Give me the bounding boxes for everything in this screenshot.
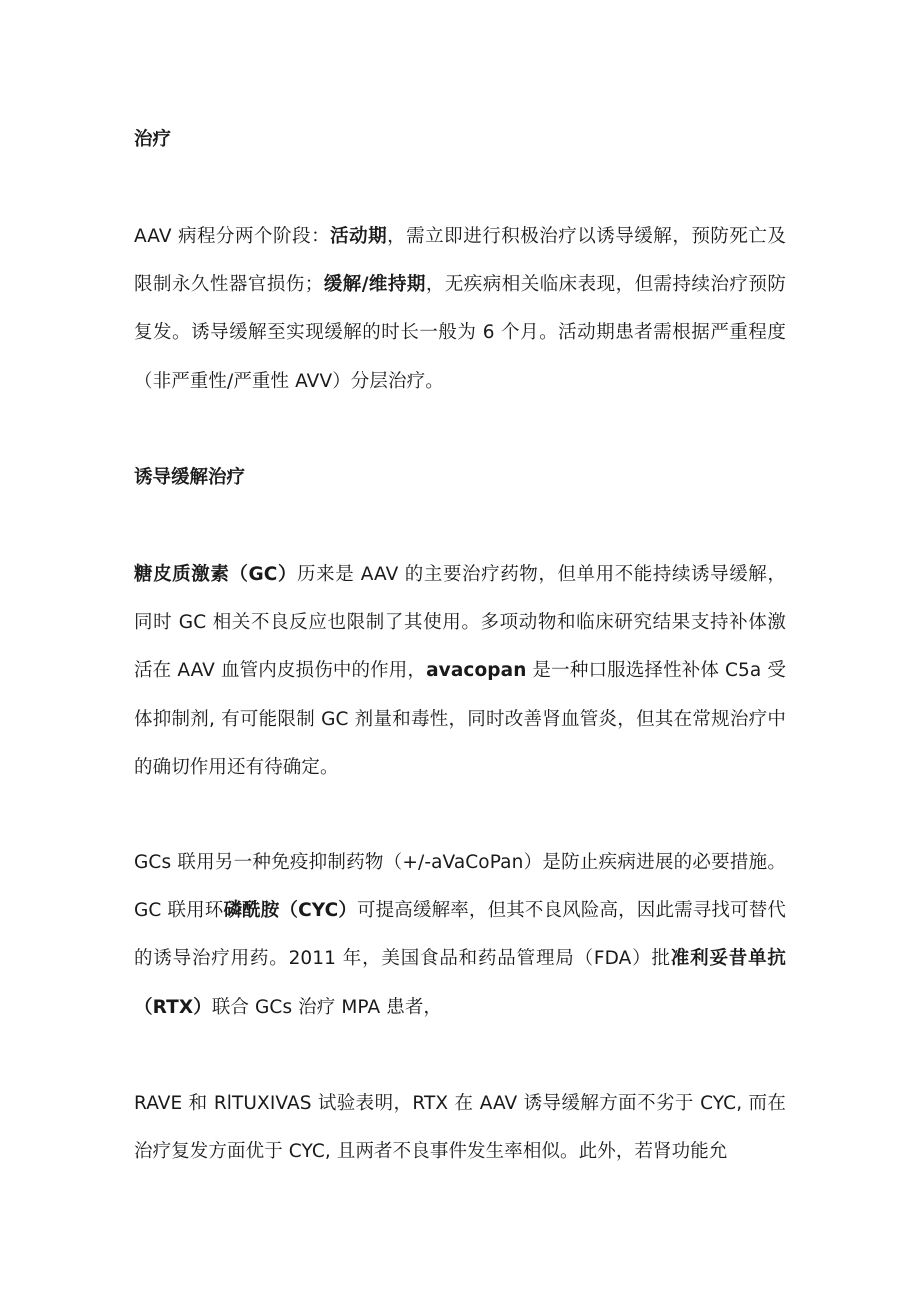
para2-bold-gc: 糖皮质激素（GC） <box>134 564 298 585</box>
paragraph-disease-phases <box>134 213 786 406</box>
para1-text-2: ，需立即进行积极治疗以诱导缓解，预防死亡及限制永久性器官损伤； <box>134 226 786 296</box>
para1-text-1: AAV 病程分两个阶段： <box>134 226 331 247</box>
para3-bold-rtx: 准利妥昔单抗（RTX） <box>134 948 786 1018</box>
para1-bold-remission-phase: 缓解/维持期 <box>323 274 426 296</box>
para2-text-1: 历来是 AAV 的主要治疗药物，但单用不能持续诱导缓解，同时 GC 相关不良反应也限制了其使用。多项动物和临床研究结果支持补体激活在 AAV 血管内皮损伤中的作用， <box>134 564 786 682</box>
section-heading-induction: 诱导缓解治疗 <box>134 467 246 488</box>
para3-text-2: 可提高缓解率，但其不良风险高，因此需寻找可替代的诱导治疗用药。2011 年，美国食品和药品管理局（FDA）批 <box>134 900 786 970</box>
para3-text-3: 联合 GCs 治疗 MPA 患者， <box>211 996 443 1018</box>
section-heading-treatment: 治疗 <box>134 129 172 150</box>
para2-bold-avacopan: avacopan <box>426 660 527 682</box>
para3-text-1: GCs 联用另一种免疫抑制药物（+/-aVaCoPan）是防止疾病进展的必要措施。GC 联用环 <box>134 852 786 922</box>
para1-text-3: ，无疾病相关临床表现，但需持续治疗预防复发。诱导缓解至实现缓解的时长一般为 6 个月。活动期患者需根据严重程度（非严重性/严重性 AVV）分层治疗。 <box>134 274 786 392</box>
para4-text-1: RAVE 和 RlTUXIVAS 试验表明，RTX 在 AAV 诱导缓解方面不劣于 CYC, 而在治疗复发方面优于 CYC, 且两者不良事件发生率相似。此外，若肾功能允 <box>134 1093 786 1163</box>
para1-bold-active-phase: 活动期 <box>330 226 388 247</box>
para3-bold-cyc: 磷酰胺（CYC） <box>223 900 357 922</box>
para2-text-2: 是一种口服选择性补体 C5a 受体抑制剂, 有可能限制 GC 剂量和毒性，同时改善肾血管炎，但其在常规治疗中的确切作用还有待确定。 <box>134 660 786 778</box>
paragraph-trials <box>134 1080 786 1176</box>
paragraph-combination-therapy <box>134 839 786 1032</box>
paragraph-glucocorticoids <box>134 551 786 792</box>
